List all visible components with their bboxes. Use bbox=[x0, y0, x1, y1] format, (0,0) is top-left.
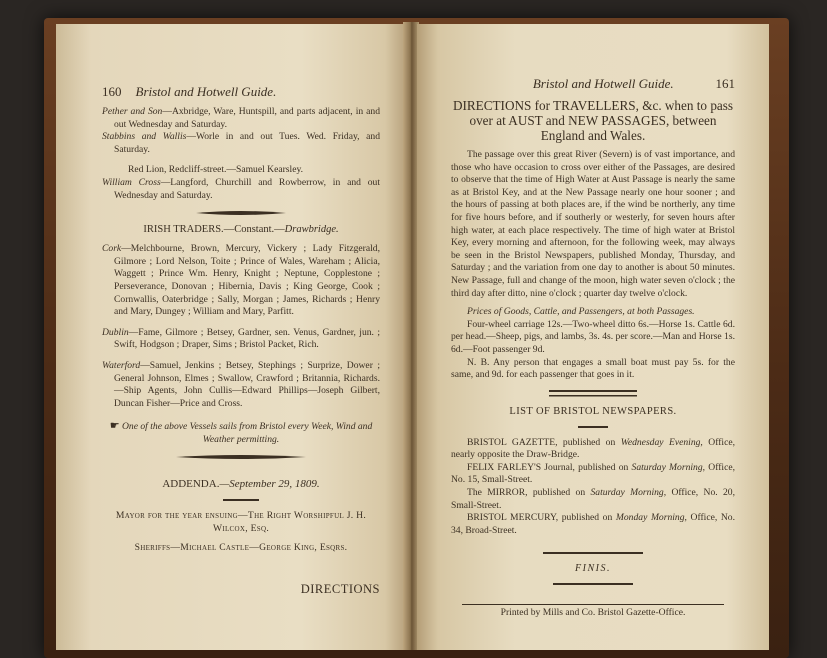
pointing-hand-icon: ☛ bbox=[109, 420, 120, 433]
inn-entry: Red Lion, Redcliff-street.—Samuel Kearsley. bbox=[128, 164, 304, 176]
running-head-title-right: Bristol and Hotwell Guide. bbox=[532, 76, 674, 91]
irish-traders-heading: IRISH TRADERS.—Constant.—Drawbridge. bbox=[143, 224, 339, 236]
sailing-notice: ☛ One of the above Vessels sails from Bristol every Week, Wind and Weather permitting. bbox=[109, 420, 373, 445]
page-number-right: 161 bbox=[715, 76, 735, 91]
sheriffs-entry: Sheriffs—Michael Castle—George King, Esqrs. bbox=[134, 541, 348, 553]
running-head-title-left: Bristol and Hotwell Guide. bbox=[135, 84, 277, 99]
finis-rule bbox=[553, 582, 633, 586]
newspaper-entry: BRISTOL MERCURY, published on Monday Morning, Office, No. 34, Broad-Street. bbox=[451, 512, 736, 536]
ornamental-rule bbox=[196, 210, 286, 216]
right-page bbox=[417, 24, 769, 650]
carrier-entry: William Cross—Langford, Churchill and Rowberrow, in and out Wednesday and Saturday. bbox=[102, 176, 380, 201]
ornamental-rule bbox=[176, 454, 306, 460]
passage-body: The passage over this great River (Severn) is of vast importance, and those who have occasion to cross over either of the Passages, are desired to observe that the time of High Water at Aust Passage is nearly the same as at Bristol Key, and at the New Passage nearly one hour sooner ; and the hours of passing at both places are, if the wind be northerly, any time for five hours before, and if southerly or westerly, for seven hours after high water, at each place respectively. The time of high water at Bristol Key, every morning and afternoon, for the following week, may always be seen in the Bristol Newspapers, published Monday, Thursday, and Saturday ; and the variation from one day to another is about 50 minutes. New Passage, full and change of the moon, high water seven o'clock ; the third day after ditto, nine o'clock ; quarter day twelve o'clock. bbox=[451, 149, 735, 299]
prices-list: Four-wheel carriage 12s.—Two-wheel ditto 6s.—Horse 1s. Cattle 6d. per head.—Sheep, pigs, and lambs, 3s. 4s. per score.—Man and Horse 1s. 6d.—Foot passenger 9d. bbox=[451, 318, 735, 355]
left-page bbox=[56, 24, 406, 650]
addenda-heading: ADDENDA.—September 29, 1809. bbox=[162, 478, 320, 491]
carrier-entry: Stabbins and Wallis—Worle in and out Tues. Wed. Friday, and Saturday. bbox=[102, 131, 381, 155]
page-number-left: 160 bbox=[102, 84, 122, 99]
newspaper-entry: The MIRROR, published on Saturday Morning, Office, No. 20, Small-Street. bbox=[451, 487, 735, 511]
directions-title: DIRECTIONS for TRAVELLERS, &c. when to pass over at AUST and NEW PASSAGES, between England and Wales. bbox=[452, 98, 734, 143]
newspapers-heading: LIST OF BRISTOL NEWSPAPERS. bbox=[509, 405, 677, 417]
prices-heading: Prices of Goods, Cattle, and Passengers, at both Passages. bbox=[467, 306, 695, 318]
mayor-entry: Mayor for the year ensuing—The Right Worshipful J. H. Wilcox, Esq. bbox=[115, 510, 367, 535]
finis-rule bbox=[543, 551, 643, 555]
printer-imprint: Printed by Mills and Co. Bristol Gazette-Office. bbox=[462, 604, 724, 618]
nb-note: N. B. Any person that engages a small boat must pay 5s. for the same, and 9d. for each passenger that goes in it. bbox=[451, 356, 735, 381]
double-rule bbox=[549, 390, 637, 398]
short-rule bbox=[223, 498, 259, 502]
port-entry-cork: Cork—Melchbourne, Brown, Mercury, Vickery ; Lady Fitzgerald, Gilmore ; Lord Nelson, Toite ; Prince of Wales, Wareham ; Alicia, Waggett ; Prince Wm. Henry, Knight ; Neptune, Copplestone ; Perseverance, Donovan ; Hibernia, Davis ; King George, Cook ; Cornwallis, Oaterbridge ; Sally, Morgan ; James, Richards ; Henry and Mary, Dungey ; William and Mary, Parfitt. bbox=[102, 243, 380, 318]
catchword: DIRECTIONS bbox=[300, 582, 380, 597]
newspaper-entry: FELIX FARLEY'S Journal, published on Saturday Morning, Office, No. 15, Small-Street. bbox=[451, 461, 735, 486]
running-head-right bbox=[451, 76, 735, 92]
newspaper-entry: BRISTOL GAZETTE, published on Wednesday Evening, Office, nearly opposite the Draw-Bridge. bbox=[451, 436, 735, 461]
running-head-left bbox=[102, 84, 380, 100]
port-entry-dublin: Dublin—Fame, Gilmore ; Betsey, Gardner, sen. Venus, Gardner, jun. ; Swift, Hodgson ; Draper, Sims ; Bristol Packet, Rich. bbox=[102, 326, 380, 351]
short-rule bbox=[578, 425, 608, 429]
port-entry-waterford: Waterford—Samuel, Jenkins ; Betsey, Stephings ; Surprize, Dower ; General Johnson, Elmes ; Swallow, Crawford ; Britannia, Richards.—Ship Agents, John Cullis—Edward Phillips—Joseph Gilbert, Duncan Fisher—Price and Cross. bbox=[102, 359, 380, 409]
carrier-entry: Pether and Son—Axbridge, Ware, Huntspill, and parts adjacent, in and out Wednesday and Saturday. bbox=[102, 106, 380, 130]
finis-label: FINIS. bbox=[575, 563, 611, 575]
